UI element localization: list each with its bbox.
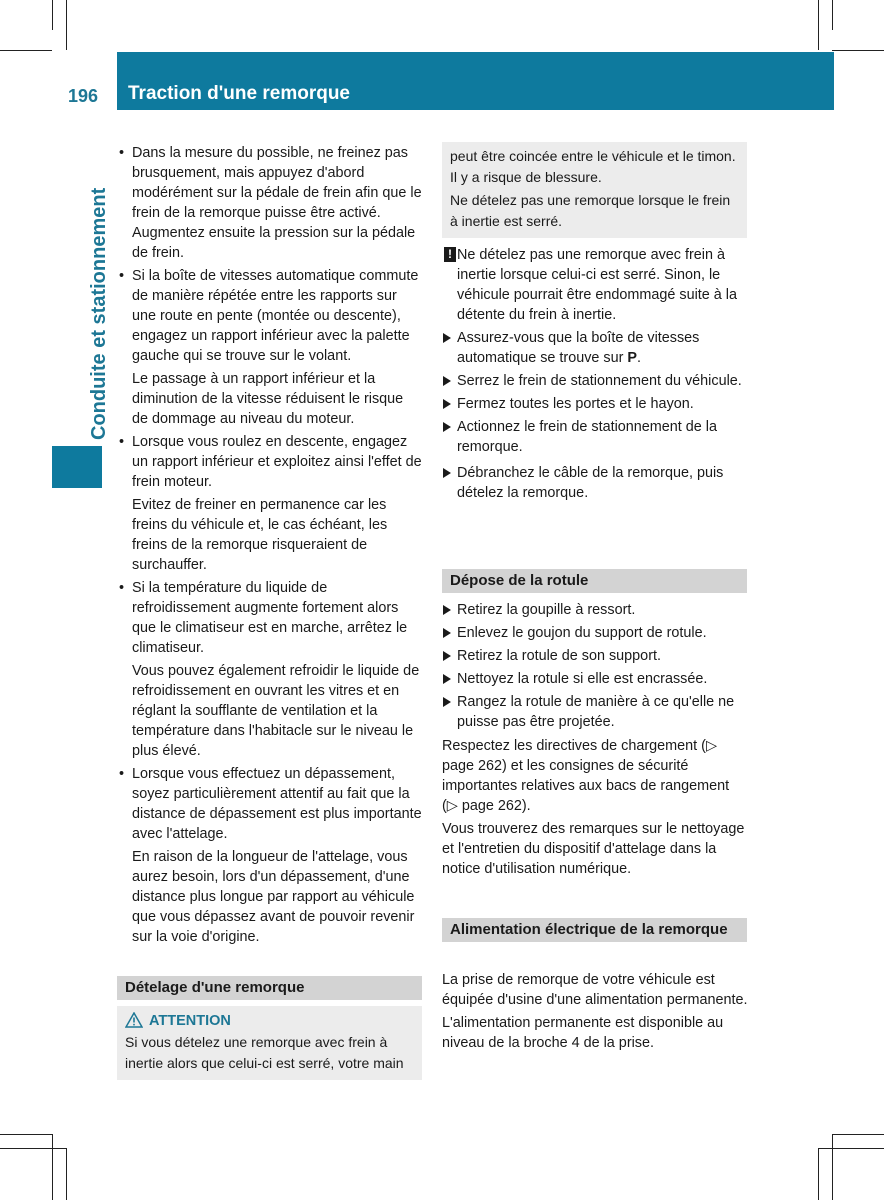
- bullet-icon: •: [119, 434, 125, 450]
- exclamation-icon: !: [444, 247, 456, 262]
- warning-text: Si vous dételez une remorque avec frein à inertie alors que celui-ci est serré, votre main: [125, 1034, 404, 1071]
- crop-mark: [818, 1148, 819, 1200]
- step-item: Fermez toutes les portes et le hayon.: [442, 394, 748, 414]
- paragraph-pin: L'alimentation permanente est disponible au niveau de la broche 4 de la prise.: [442, 1015, 724, 1051]
- crop-mark: [0, 50, 52, 51]
- step-arrow-icon: [443, 468, 451, 478]
- step-item: Serrez le frein de stationnement du véhicule.: [442, 371, 748, 391]
- list-item-continuation: En raison de la longueur de l'attelage, vous aurez besoin, lors d'un dépassement, d'une distance plus longue par rapport au véhicule que vous dépassez avant de pouvoir revenir sur la voie d'origine.: [132, 849, 415, 945]
- crop-mark: [0, 1148, 66, 1149]
- page-number: 196: [67, 86, 99, 106]
- warning-triangle-icon: [125, 1012, 143, 1028]
- paragraph-cleaning: Vous trouverez des remarques sur le nettoyage et l'entretien du dispositif d'attelage dans la notice d'utilisation numérique.: [442, 821, 745, 877]
- list-item: • Lorsque vous effectuez un dépassement, soyez particulièrement attentif au fait que la distance de dépassement est plus importante avec l'attelage.: [119, 766, 422, 842]
- list-item: • Si la température du liquide de refroidissement augmente fortement alors que le climatiseur est en marche, arrêtez le climatiseur.: [119, 580, 408, 656]
- crop-mark: [832, 1134, 833, 1200]
- section-heading-power: Alimentation électrique de la remorque: [442, 918, 747, 942]
- bullet-icon: •: [119, 580, 125, 596]
- list-item: • Lorsque vous roulez en descente, engagez un rapport inférieur et exploitez ainsi l'effet de frein moteur.: [119, 434, 422, 490]
- left-column: [117, 143, 423, 950]
- paragraph-socket: La prise de remorque de votre véhicule est équipée d'usine d'une alimentation permanente.: [442, 972, 748, 1008]
- page-title: Traction d'une remorque: [128, 83, 350, 104]
- step-arrow-icon: [443, 605, 451, 615]
- list-item-continuation: Vous pouvez également refroidir le liquide de refroidissement en ouvrant les vitres et en réglant la soufflante de ventilation et la température dans l'habitacle sur le niveau le plus élevé.: [132, 663, 420, 759]
- side-chapter-title: Conduite et stationnement: [88, 187, 110, 440]
- crop-mark: [66, 0, 67, 50]
- crop-mark: [832, 1134, 884, 1135]
- step-item: Nettoyez la rotule si elle est encrassée.: [442, 669, 748, 689]
- crop-mark: [66, 1148, 67, 1200]
- right-column-steps: [442, 245, 748, 506]
- step-arrow-icon: [443, 674, 451, 684]
- list-item: • Dans la mesure du possible, ne freinez pas brusquement, mais appuyez d'abord modérément sur la pédale de frein afin que le frein de la remorque puisse être activé. Augmentez ensuite la pression sur la pédale de frein.: [119, 145, 422, 261]
- section-heading-detach: Dételage d'une remorque: [117, 976, 422, 1000]
- list-item-continuation: Evitez de freiner en permanence car les freins du véhicule et, le cas échéant, les freins de la remorque risqueraient de surchauffer.: [132, 497, 388, 573]
- step-arrow-icon: [443, 333, 451, 343]
- warning-text-second: Ne dételez pas une remorque lorsque le frein à inertie est serré.: [450, 192, 731, 229]
- crop-mark: [832, 50, 884, 51]
- note-item: ! Ne dételez pas une remorque avec frein à inertie lorsque celui-ci est serré. Sinon, le véhicule pourrait être endommagé suite à la détente du frein à inertie.: [442, 245, 748, 325]
- warning-box: [117, 1006, 422, 1080]
- step-arrow-icon: [443, 376, 451, 386]
- step-item: Rangez la rotule de manière à ce qu'elle ne puisse pas être projetée.: [442, 692, 748, 732]
- warning-box-continued: [442, 142, 747, 238]
- step-item: Enlevez le goujon du support de rotule.: [442, 623, 748, 643]
- step-arrow-icon: [443, 399, 451, 409]
- crop-mark: [0, 1134, 52, 1135]
- step-arrow-icon: [443, 651, 451, 661]
- warning-heading: [125, 1010, 414, 1032]
- crop-mark: [832, 0, 833, 30]
- step-item: Débranchez le câble de la remorque, puis dételez la remorque.: [442, 463, 748, 503]
- step-item: Retirez la goupille à ressort.: [442, 600, 748, 620]
- list-item: • Si la boîte de vitesses automatique commute de manière répétée entre les rapports sur une route en pente (montée ou descente), engagez un rapport inférieur avec la palette gauche qui se trouve sur le volant.: [119, 268, 419, 364]
- step-arrow-icon: [443, 422, 451, 432]
- crop-mark: [52, 1134, 53, 1200]
- right-column-power: [442, 970, 748, 1056]
- crop-mark: [818, 1148, 884, 1149]
- paragraph-loading: Respectez les directives de chargement (▷ page 262) et les consignes de sécurité importantes relatives aux bacs de rangement (▷ page 262).: [442, 738, 730, 814]
- step-item: Retirez la rotule de son support.: [442, 646, 748, 666]
- section-heading-ball-removal: Dépose de la rotule: [442, 569, 747, 593]
- right-column-removal: [442, 600, 748, 882]
- step-item: Actionnez le frein de stationnement de la remorque.: [442, 417, 748, 457]
- crop-mark: [818, 0, 819, 50]
- side-tab-marker: [52, 446, 102, 488]
- list-item-continuation: Le passage à un rapport inférieur et la diminution de la vitesse réduisent le risque de dommage au niveau du moteur.: [132, 371, 404, 427]
- bullet-icon: •: [119, 145, 125, 161]
- step-item: Assurez-vous que la boîte de vitesses automatique se trouve sur P.: [442, 328, 748, 368]
- step-arrow-icon: [443, 628, 451, 638]
- warning-title: ATTENTION: [149, 1013, 231, 1029]
- step-arrow-icon: [443, 697, 451, 707]
- bullet-icon: •: [119, 268, 125, 284]
- bullet-icon: •: [119, 766, 125, 782]
- warning-text-continued: peut être coincée entre le véhicule et le timon. Il y a risque de blessure.: [450, 148, 736, 185]
- crop-mark: [52, 0, 53, 30]
